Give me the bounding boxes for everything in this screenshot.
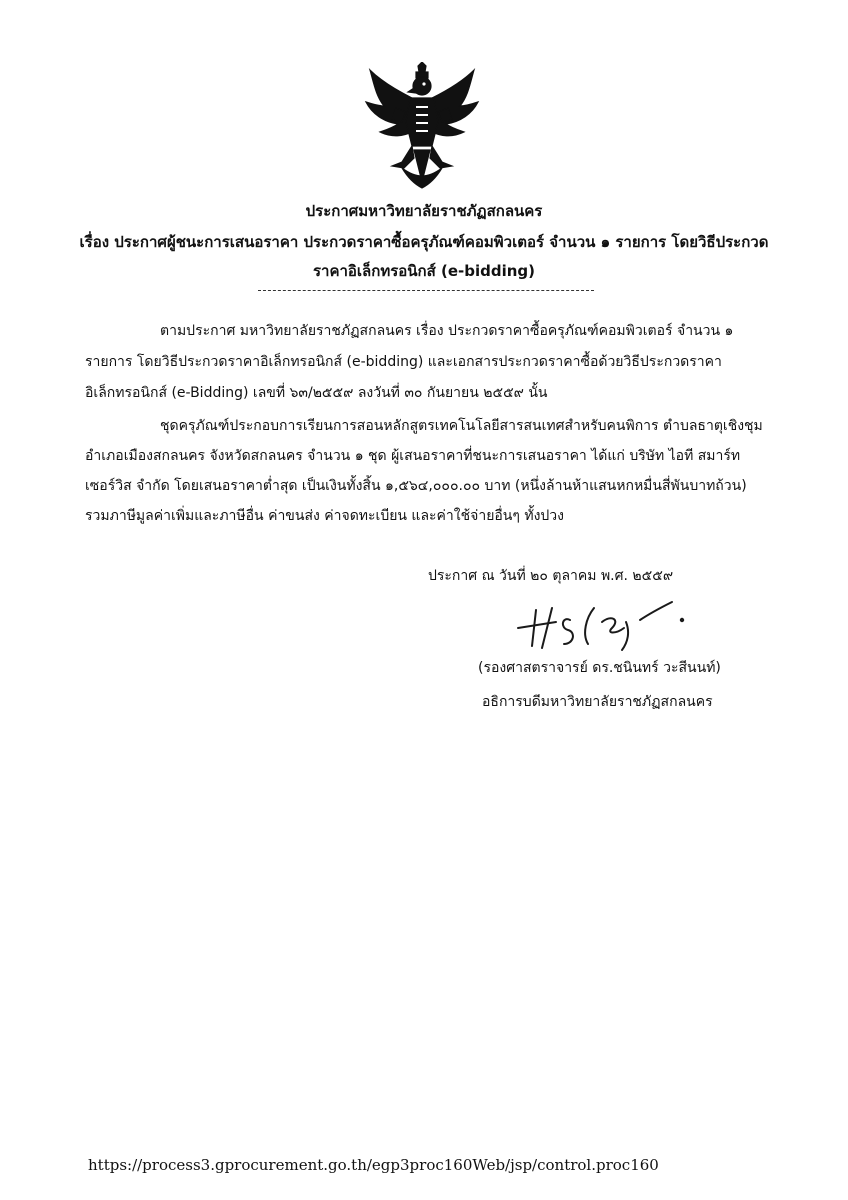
signer-title: อธิการบดีมหาวิทยาลัยราชภัฏสกลนคร: [482, 694, 713, 710]
paragraph-2-line-4: รวมภาษีมูลค่าเพิ่มและภาษีอื่น ค่าขนส่ง ค่าจดทะเบียน และค่าใช้จ่ายอื่นๆ ทั้งปวง: [85, 508, 564, 524]
announcement-title: ประกาศมหาวิทยาลัยราชภัฏสกลนคร: [305, 202, 543, 220]
announcement-subject-line-2: ราคาอิเล็กทรอนิกส์ (e-bidding): [312, 262, 536, 280]
handwritten-signature-icon: [512, 598, 692, 654]
paragraph-1-line-2: รายการ โดยวิธีประกวดราคาอิเล็กทรอนิกส์ (e-bidding) และเอกสารประกวดราคาซื้อด้วยวิธีประกวดราคา: [85, 354, 722, 370]
signer-name: (รองศาสตราจารย์ ดร.ชนินทร์ วะสีนนท์): [478, 660, 721, 676]
garuda-emblem-icon: [362, 62, 482, 190]
title-separator: [258, 290, 594, 291]
paragraph-2-line-1: ชุดครุภัณฑ์ประกอบการเรียนการสอนหลักสูตรเทคโนโลยีสารสนเทศสำหรับคนพิการ ตำบลธาตุเชิงชุม: [160, 418, 763, 434]
source-url: https://process3.gprocurement.go.th/egp3proc160Web/jsp/control.proc160: [88, 1156, 659, 1174]
paragraph-2-line-3: เซอร์วิส จำกัด โดยเสนอราคาต่ำสุด เป็นเงินทั้งสิ้น ๑,๕๖๔,๐๐๐.๐๐ บาท (หนึ่งล้านห้าแสนหกหมื่นสี่พันบาทถ้วน): [85, 478, 747, 494]
paragraph-1-line-1: ตามประกาศ มหาวิทยาลัยราชภัฏสกลนคร เรื่อง ประกวดราคาซื้อครุภัณฑ์คอมพิวเตอร์ จำนวน ๑: [160, 323, 734, 339]
announcement-subject-line-1: เรื่อง ประกาศผู้ชนะการเสนอราคา ประกวดราคาซื้อครุภัณฑ์คอมพิวเตอร์ จำนวน ๑ รายการ โดยวิธีประกวด: [79, 233, 769, 251]
paragraph-2-line-2: อำเภอเมืองสกลนคร จังหวัดสกลนคร จำนวน ๑ ชุด ผู้เสนอราคาที่ชนะการเสนอราคา ได้แก่ บริษัท ไอที สมาร์ท: [85, 448, 741, 464]
announcement-date: ประกาศ ณ วันที่ ๒๐ ตุลาคม พ.ศ. ๒๕๕๙: [428, 568, 674, 584]
paragraph-1-line-3: อิเล็กทรอนิกส์ (e-Bidding) เลขที่ ๖๓/๒๕๕๙ ลงวันที่ ๓๐ กันยายน ๒๕๕๙ นั้น: [85, 385, 548, 401]
